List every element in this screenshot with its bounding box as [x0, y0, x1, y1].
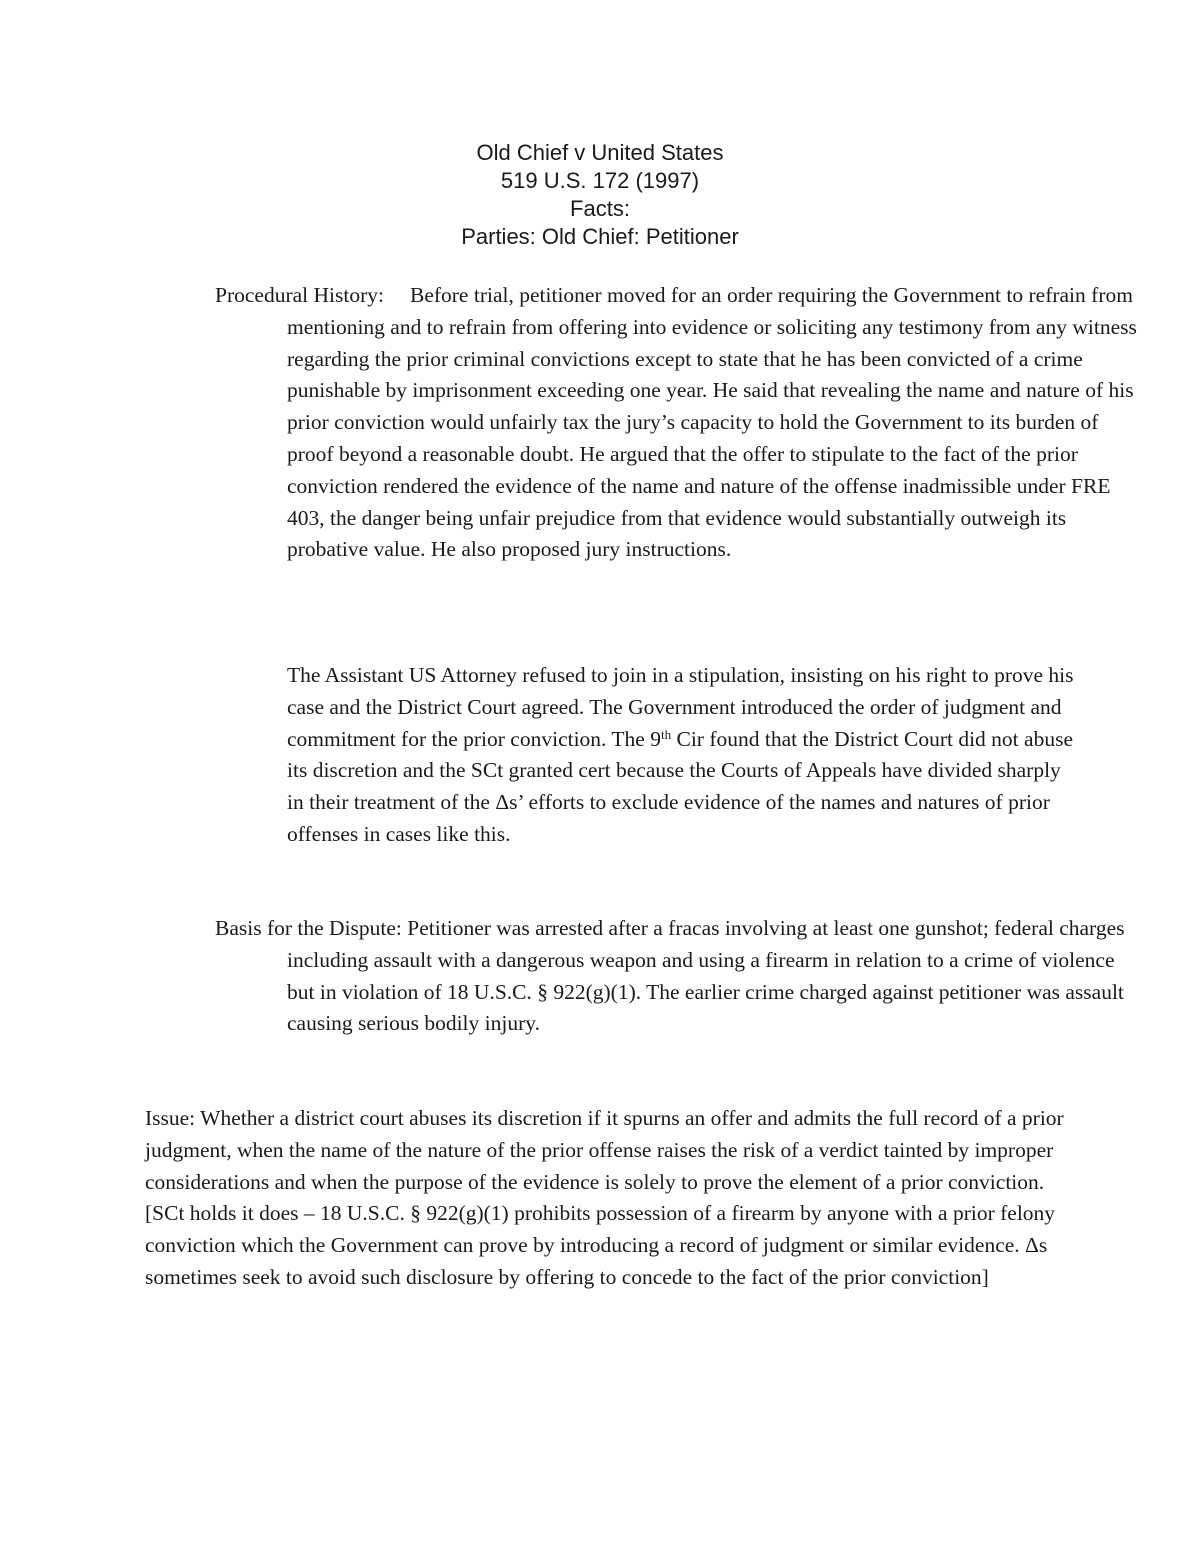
- ordinal-superscript: th: [660, 726, 672, 742]
- procedural-history-paragraph-2: [287, 660, 1077, 851]
- issue-section: [145, 1103, 1070, 1294]
- basis-label: Basis for the Dispute:: [215, 916, 402, 940]
- issue-text: Whether a district court abuses its discretion if it spurns an offer and admits the full record of a prior judgment, when the name of the nature of the prior offense raises the risk of a verdict tainted by improper considerations and when the purpose of the evidence is solely to prove the element of a prior conviction. [SCt holds it does – 18 U.S.C. § 922(g)(1) prohibits possession of a firearm by anyone with a prior felony conviction which the Government can prove by introducing a record of judgment or similar evidence. Δs sometimes seek to avoid such disclosure by offering to concede to the fact of the prior conviction]: [145, 1106, 1064, 1289]
- procedural-history-2-text-a: The Assistant US Attorney refused to join in a stipulation, insisting on his right to prove his case and the District Court agreed. The Government introduced the order of judgment and commitment for the prior conviction. The 9: [287, 663, 1074, 751]
- facts-label: Facts:: [570, 196, 630, 221]
- procedural-history-text: Before trial, petitioner moved for an order requiring the Government to refrain from mentioning and to refrain from offering into evidence or soliciting any testimony from any witness regarding the prior criminal convictions except to state that he has been convicted of a crime punishable by imprisonment exceeding one year. He said that revealing the name and nature of his prior conviction would unfairly tax the jury’s capacity to hold the Government to its burden of proof beyond a reasonable doubt. He argued that the offer to stipulate to the fact of the prior conviction rendered the evidence of the name and nature of the offense inadmissible under FRE 403, the danger being unfair prejudice from that evidence would substantially outweigh its probative value. He also proposed jury instructions.: [287, 283, 1137, 562]
- parties-line: Parties: Old Chief: Petitioner: [461, 224, 739, 249]
- case-citation: 519 U.S. 172 (1997): [500, 168, 700, 193]
- procedural-history-section: [215, 280, 1147, 566]
- case-title: Old Chief v United States: [476, 140, 724, 165]
- procedural-history-2-text-b: Cir found that the District Court did not abuse its discretion and the SCt granted cert because the Courts of Appeals have divided sharply in their treatment of the Δs’ efforts to exclude evidence of the names and natures of prior offenses in cases like this.: [287, 726, 1073, 846]
- case-header: [0, 139, 1200, 251]
- procedural-history-label: Procedural History:: [215, 283, 384, 307]
- issue-label: Issue:: [145, 1106, 196, 1130]
- basis-text: Petitioner was arrested after a fracas involving at least one gunshot; federal charges including assault with a dangerous weapon and using a firearm in relation to a crime of violence but in violation of 18 U.S.C. § 922(g)(1). The earlier crime charged against petitioner was assault causing serious bodily injury.: [287, 916, 1125, 1036]
- basis-section: [215, 913, 1147, 1040]
